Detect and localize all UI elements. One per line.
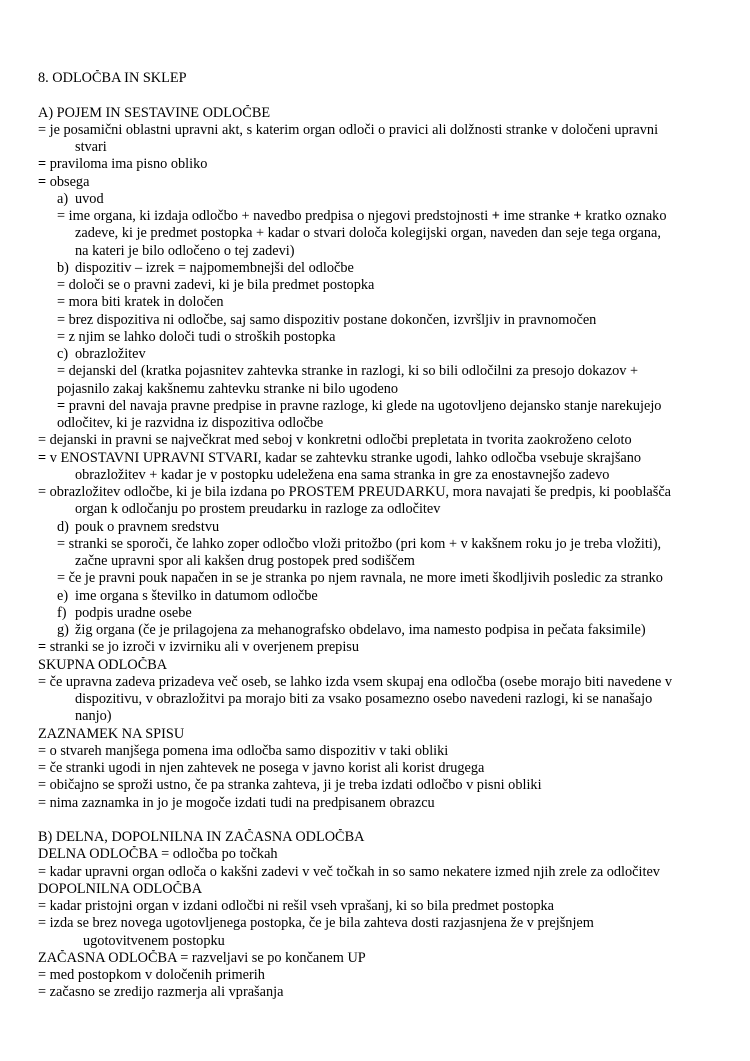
text-line [38, 812, 722, 829]
text-line [38, 432, 722, 449]
text-segment: = med postopkom v določenih primerih [38, 967, 265, 983]
text-segment: odločitev, ki je razvidna iz dispozitiva odločbe [57, 415, 324, 431]
list-marker: b) [57, 259, 69, 276]
text-line [38, 570, 722, 587]
text-segment: na kateri je bilo odločeno o tej zadevi) [75, 242, 295, 259]
text-line [38, 87, 722, 104]
text-segment: ZAČASNA ODLOČBA = razveljavi se po končanem UP [38, 949, 366, 966]
text-line [38, 691, 722, 708]
text-segment: = je posamični oblastni upravni akt, s katerim organ odloči o pravici ali dolžnosti stranke v določeni upravni [38, 121, 659, 138]
text-segment: = nima zaznamka in jo je mogoče izdati tudi na predpisanem obrazcu [38, 794, 435, 811]
text-segment: ime stranke [499, 208, 574, 224]
text-line [38, 864, 722, 881]
text-line [38, 881, 722, 898]
text-line [38, 950, 722, 967]
text-segment: kratko oznako [581, 208, 667, 224]
text-segment: nanjo) [75, 708, 112, 725]
text-segment: uvod [75, 190, 104, 207]
text-segment: + [491, 208, 500, 224]
text-segment: = kadar upravni organ odloča o kakšni zadevi v več točkah in so samo nekatere izmed njih zrele za odločitev [38, 863, 660, 880]
text-segment: = mora biti kratek in določen [57, 294, 224, 311]
text-segment: praviloma ima pisno obliko [46, 156, 208, 173]
text-segment: = če stranki ugodi in njen zahtevek ne posega v javno korist ali korist drugega [38, 760, 485, 776]
text-line [38, 243, 722, 260]
text-line [38, 639, 722, 656]
text-line [38, 588, 722, 605]
text-line [38, 122, 722, 139]
text-segment: pouk o pravnem sredstvu [75, 518, 220, 535]
text-line [38, 191, 722, 208]
text-line [38, 984, 722, 1001]
text-segment: dispozitivu, v obrazložitvi pa morajo biti za vsako posamezno osebo navedeni razlogi, ki se nanašajo [75, 691, 653, 707]
text-segment: začne upravni spor ali kakšen drug postopek pred sodiščem [75, 553, 415, 569]
text-segment: obsega [46, 173, 90, 190]
text-segment: A) POJEM IN SESTAVINE ODLOČBE [38, 104, 271, 121]
list-marker: d) [57, 518, 69, 535]
text-line [38, 260, 722, 277]
text-segment: stranki se jo izroči v izvirniku ali v overjenem prepisu [46, 639, 360, 656]
text-segment: = ime organa, ki izdaja odločbo + navedbo predpisa o njegovi predstojnosti [57, 208, 492, 224]
text-segment: = [38, 449, 47, 466]
text-segment: = [57, 397, 66, 414]
text-segment: = stranki se sporoči, če lahko zoper odločbo vloži pritožbo (pri kom + v kakšnem roku jo je treba vložiti), [57, 535, 662, 552]
text-line [38, 312, 722, 329]
text-segment: = dejanski del (kratka pojasnitev zahtevka stranke in razlogi, ki so bili odločilni za presojo dokazov + [57, 363, 639, 380]
text-segment: pravni del navaja pravne predpise in pravne razloge, ki glede na ugotovljeno dejansko stanje narekujejo [65, 397, 662, 414]
text-line [38, 726, 722, 743]
text-line [38, 70, 722, 87]
text-segment: = če je pravni pouk napačen in se je stranka po njem ravnala, ne more imeti škodljivih posledic za stranko [57, 570, 663, 587]
text-segment: = brez dispozitiva ni odločbe, saj samo dispozitiv postane dokončen, izvršljiv in pravnomočen [57, 311, 597, 328]
text-line [38, 208, 722, 225]
text-segment: v ENOSTAVNI UPRAVNI STVARI, kadar se zahtevku stranke ugodi, lahko odločba vsebuje skrajšano [46, 449, 642, 466]
text-line [38, 156, 722, 173]
text-line [38, 363, 722, 380]
list-marker: f) [57, 604, 67, 621]
text-segment: = o stvareh manjšega pomena ima odločba samo dispozitiv v taki obliki [38, 742, 449, 759]
text-line [38, 519, 722, 536]
text-line [38, 605, 722, 622]
text-line [38, 415, 722, 432]
text-line [38, 846, 722, 863]
text-line [38, 898, 722, 915]
text-line [38, 777, 722, 794]
text-line [38, 933, 722, 950]
text-line [38, 622, 722, 639]
text-segment: SKUPNA ODLOČBA [38, 656, 168, 673]
text-line [38, 329, 722, 346]
text-line [38, 967, 722, 984]
text-line [38, 553, 722, 570]
text-segment: DOPOLNILNA ODLOČBA [38, 880, 203, 897]
list-marker: a) [57, 190, 69, 207]
text-line [38, 277, 722, 294]
text-segment: obrazložitev [75, 346, 146, 362]
text-segment: = [38, 639, 47, 656]
text-line [38, 795, 722, 812]
text-line [38, 105, 722, 122]
text-segment: stvari [75, 139, 107, 155]
text-line [38, 450, 722, 467]
text-segment: = [38, 173, 47, 190]
text-line [38, 674, 722, 691]
text-line [38, 708, 722, 725]
text-line [38, 501, 722, 518]
text-line [38, 829, 722, 846]
text-segment: obrazložitev + kadar je v postopku udeležena ena sama stranka in gre za enostavnejšo zadevo [75, 466, 610, 483]
list-marker: c) [57, 346, 69, 362]
list-marker: g) [57, 622, 69, 638]
text-segment: = določi se o pravni zadevi, ki je bila predmet postopka [57, 277, 375, 293]
text-segment: žig organa (če je prilagojena za mehanografsko obdelavo, ima namesto podpisa in pečata faksimile) [75, 622, 646, 638]
text-line [38, 174, 722, 191]
text-segment: = z njim se lahko določi tudi o stroških postopka [57, 328, 336, 345]
text-line [38, 225, 722, 242]
text-line [38, 139, 722, 156]
text-line [38, 657, 722, 674]
text-segment: pojasnilo zakaj kakšnemu zahtevku stranke ni bilo ugodeno [57, 380, 399, 397]
text-segment: = dejanski in pravni se največkrat med seboj v konkretni odločbi prepletata in tvorita zaokroženo celoto [38, 432, 632, 449]
text-segment: = običajno se sproži ustno, če pa stranka zahteva, ji je treba izdati odločbo v pisni obliki [38, 777, 542, 794]
text-segment: ZAZNAMEK NA SPISU [38, 725, 185, 742]
text-segment: = začasno se zredijo razmerja ali vprašanja [38, 984, 284, 1001]
text-segment: = kadar pristojni organ v izdani odločbi ni rešil vseh vprašanj, ki so bila predmet postopka [38, 898, 555, 914]
text-segment: = izda se brez novega ugotovljenega postopka, če je bila zahteva dosti razjasnjena že v prejšnjem [38, 915, 594, 932]
text-segment: = obrazložitev odločbe, ki je bila izdana po PROSTEM PREUDARKU, mora navajati še predpis, ki pooblašča [38, 484, 672, 500]
text-line [38, 760, 722, 777]
text-segment: = če upravna zadeva prizadeva več oseb, se lahko izda vsem skupaj ena odločba (osebe morajo biti navedene v [38, 673, 673, 690]
document-body [38, 70, 722, 1002]
text-segment: ime organa s številko in datumom odločbe [75, 587, 318, 604]
text-line [38, 484, 722, 501]
text-line [38, 536, 722, 553]
text-segment: podpis uradne osebe [75, 604, 192, 621]
text-segment: = [38, 156, 47, 173]
text-segment: DELNA ODLOČBA = odločba po točkah [38, 846, 278, 863]
text-line [38, 398, 722, 415]
list-marker: e) [57, 587, 69, 604]
text-line [38, 467, 722, 484]
text-segment: + [573, 208, 582, 224]
text-line [38, 743, 722, 760]
text-segment: 8. ODLOČBA IN SKLEP [38, 70, 187, 86]
text-line [38, 381, 722, 398]
text-line [38, 346, 722, 363]
text-segment: organ k odločanju po prostem preudarku in razloge za odločitev [75, 501, 441, 518]
text-line [38, 915, 722, 932]
text-segment: dispozitiv – izrek = najpomembnejši del odločbe [75, 259, 354, 276]
text-segment: zadeve, ki je predmet postopka + kadar o stvari določa kolegijski organ, naveden dan seje tega organa, [75, 225, 661, 242]
text-segment: ugotovitvenem postopku [83, 932, 225, 949]
text-segment: B) DELNA, DOPOLNILNA IN ZAČASNA ODLOČBA [38, 829, 365, 845]
text-line [38, 294, 722, 311]
